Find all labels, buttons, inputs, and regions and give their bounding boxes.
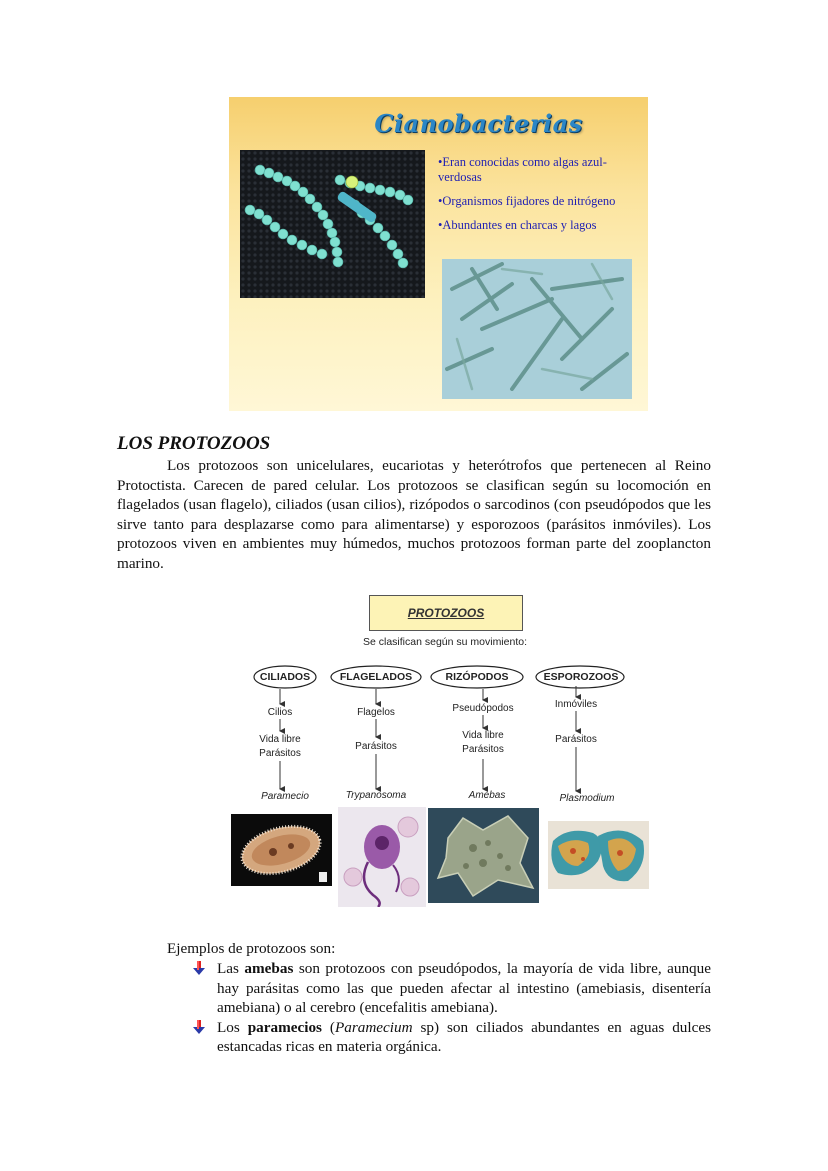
lifestyle-label: Vida libre (259, 734, 301, 745)
item-text: sp) son ciliados abundantes en aguas dulces estancadas ricas en materia orgánica. (217, 1018, 712, 1055)
diagram-title: PROTOZOOS (369, 595, 523, 631)
example-paramecio: Paramecio (261, 791, 309, 802)
diagram-subtitle: Se clasifican según su movimiento: (363, 636, 527, 648)
slide-bullet: •Organismos fijadores de nitrógeno (438, 194, 616, 208)
trait-label: Inmóviles (554, 699, 598, 710)
examples-intro: Ejemplos de protozoos son: (167, 940, 336, 957)
item-text: ( (321, 1018, 335, 1036)
category-flagelados: FLAGELADOS (339, 671, 413, 683)
category-esporozoos: ESPOROZOOS (543, 671, 619, 683)
trait-label: Cilios (267, 707, 293, 718)
trait-label: Pseudópodos (452, 703, 514, 714)
example-plasmodium: Plasmodium (559, 793, 615, 804)
cyanobacteria-microscope-photo (442, 259, 632, 399)
item-text: son protozoos con pseudópodos, la mayoría de vida libre, aunque hay parásitas como las que pueden afectar al intestino (amebiasis, disentería amebiana) o al cerebro (encefalitis amebiana). (217, 960, 711, 1016)
category-rizopodos: RIZÓPODOS (445, 671, 509, 683)
cianobacterias-slide (229, 97, 648, 411)
category-ciliados: CILIADOS (259, 671, 311, 683)
cyanobacteria-filament-photo (240, 150, 425, 298)
section-heading: LOS PROTOZOOS (117, 433, 271, 454)
item-species: Paramecium (334, 1018, 413, 1036)
lifestyle-label: Vida libre (462, 730, 504, 741)
item-keyword: paramecios (247, 1018, 322, 1036)
paramecium-photo (231, 814, 332, 886)
lifestyle-label: Parásitos (259, 748, 301, 759)
arrow-down-icon (191, 961, 207, 977)
plasmodium-photo (548, 821, 649, 889)
lifestyle-label: Parásitos (462, 744, 504, 755)
protozoa-classification-diagram (230, 594, 660, 912)
list-item (191, 959, 711, 1018)
arrow-down-icon (191, 1020, 207, 1036)
lifestyle-label: Parásitos (555, 734, 597, 745)
lifestyle-label: Parásitos (355, 741, 397, 752)
example-amebas: Amebas (468, 790, 506, 801)
trait-label: Flagelos (357, 707, 395, 718)
slide-bullet: •Eran conocidas como algas azul-verdosas (438, 155, 607, 184)
examples-list (191, 959, 711, 1057)
slide-bullet-list (438, 155, 643, 242)
example-trypanosoma: Trypanosoma (345, 790, 407, 801)
item-prefix: Los (217, 1018, 248, 1036)
slide-bullet: •Abundantes en charcas y lagos (438, 218, 597, 232)
amoeba-photo (428, 808, 539, 903)
trypanosoma-photo (338, 807, 426, 907)
item-keyword: amebas (244, 960, 294, 977)
section-paragraph: Los protozoos son unicelulares, eucariotas y heterótrofos que pertenecen al Reino Protoctista. Carecen de pared celular. Los protozoos se clasifican según su locomoción en flagelados (usan flagelo), ciliados (usan cilios), rizópodos o sarcodinos (con pseudópodos que les sirve tanto para desplazarse como para alimentarse) y esporozoos (parásitos inmóviles). Los protozoos viven en ambientes muy húmedos, muchos protozoos forman parte del zooplancton marino. (117, 457, 711, 572)
slide-title: Cianobacterias (374, 109, 583, 138)
list-item (191, 1018, 711, 1057)
item-prefix: Las (217, 960, 245, 977)
